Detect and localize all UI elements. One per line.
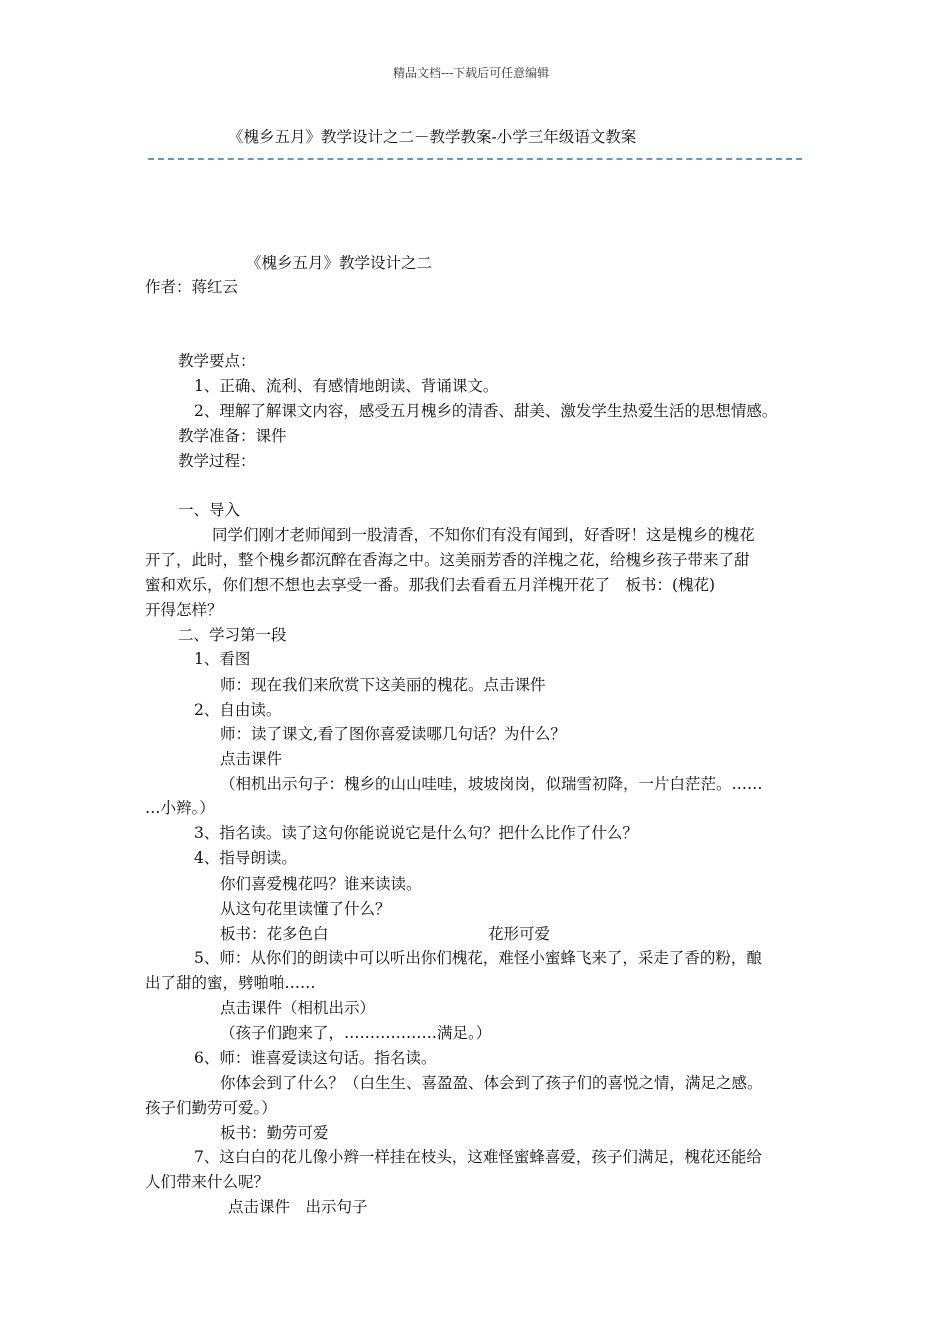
text-line: 你们喜爱槐花吗？谁来读读。 — [220, 875, 422, 893]
text-line: 7、这白白的花儿像小辫一样挂在枝头，这难怪蜜蜂喜爱，孩子们满足，槐花还能给 — [194, 1148, 762, 1166]
text-line: 2、理解了解课文内容，感受五月槐乡的清香、甜美、激发学生热爱生活的思想情感。 — [194, 402, 778, 420]
text-line: 开得怎样？ — [145, 601, 223, 619]
text-line: 1、看图 — [194, 650, 251, 668]
text-line: …小辫。） — [145, 799, 215, 817]
text-line: 从这句花里读懂了什么？ — [220, 900, 391, 918]
text-line: 蜜和欢乐，你们想不想也去享受一番。那我们去看看五月洋槐开花了 板书：(槐花) — [145, 576, 716, 594]
text-line: 点击课件 — [220, 750, 283, 768]
text-line: 孩子们勤劳可爱。） — [145, 1099, 277, 1117]
author-line: 作者：蒋红云 — [145, 278, 239, 296]
subtitle: 《槐乡五月》教学设计之二 — [246, 254, 433, 272]
section-heading: 一、导入 — [178, 501, 241, 519]
text-line: 5、师：从你们的朗读中可以听出你们槐花，难怪小蜜蜂飞来了，采走了香的粉，酿 — [194, 949, 762, 967]
text-line: 同学们刚才老师闻到一股清香，不知你们有没有闻到，好香呀！这是槐乡的槐花 — [212, 526, 755, 544]
text-line: 板书：花多色白 — [220, 925, 329, 943]
document-title: 《槐乡五月》教学设计之二－教学教案-小学三年级语文教案 — [228, 128, 637, 146]
section-heading: 二、学习第一段 — [178, 626, 287, 644]
text-line: 出了甜的蜜，劈啪啪…… — [145, 974, 316, 992]
title-dashed-divider — [148, 158, 802, 160]
text-line: 4、指导朗读。 — [194, 849, 297, 867]
text-line: 3、指名读。读了这句你能说说它是什么句？把什么比作了什么？ — [194, 824, 638, 842]
page-header-watermark: 精品文档---下载后可任意编辑 — [393, 66, 550, 80]
text-line: 教学要点： — [178, 352, 256, 370]
text-line: 2、自由读。 — [194, 701, 282, 719]
text-line: 板书：勤劳可爱 — [220, 1124, 329, 1142]
text-line: 花形可爱 — [488, 925, 551, 943]
text-line: 教学过程： — [178, 452, 256, 470]
text-line: 师：读了课文,看了图你喜爱读哪几句话？为什么？ — [220, 725, 566, 743]
text-line: 1、正确、流利、有感情地朗读、背诵课文。 — [194, 377, 499, 395]
text-line: 点击课件 出示句子 — [228, 1198, 368, 1216]
text-line: （孩子们跑来了，………………满足。） — [220, 1024, 492, 1042]
text-line: 6、师：谁喜爱读这句话。指名读。 — [194, 1049, 437, 1067]
text-line: 点击课件（相机出示） — [220, 999, 376, 1017]
text-line: 开了，此时，整个槐乡都沉醉在香海之中。这美丽芳香的洋槐之花，给槐乡孩子带来了甜 — [145, 551, 750, 569]
text-line: 你体会到了什么？（白生生、喜盈盈、体会到了孩子们的喜悦之情，满足之感。 — [220, 1074, 763, 1092]
text-line: 师：现在我们来欣赏下这美丽的槐花。点击课件 — [220, 676, 546, 694]
text-line: 人们带来什么呢？ — [145, 1173, 270, 1191]
text-line: 教学准备：课件 — [178, 427, 287, 445]
text-line: （相机出示句子：槐乡的山山哇哇，坡坡岗岗，似瑞雪初降，一片白茫茫。…… — [220, 775, 763, 793]
